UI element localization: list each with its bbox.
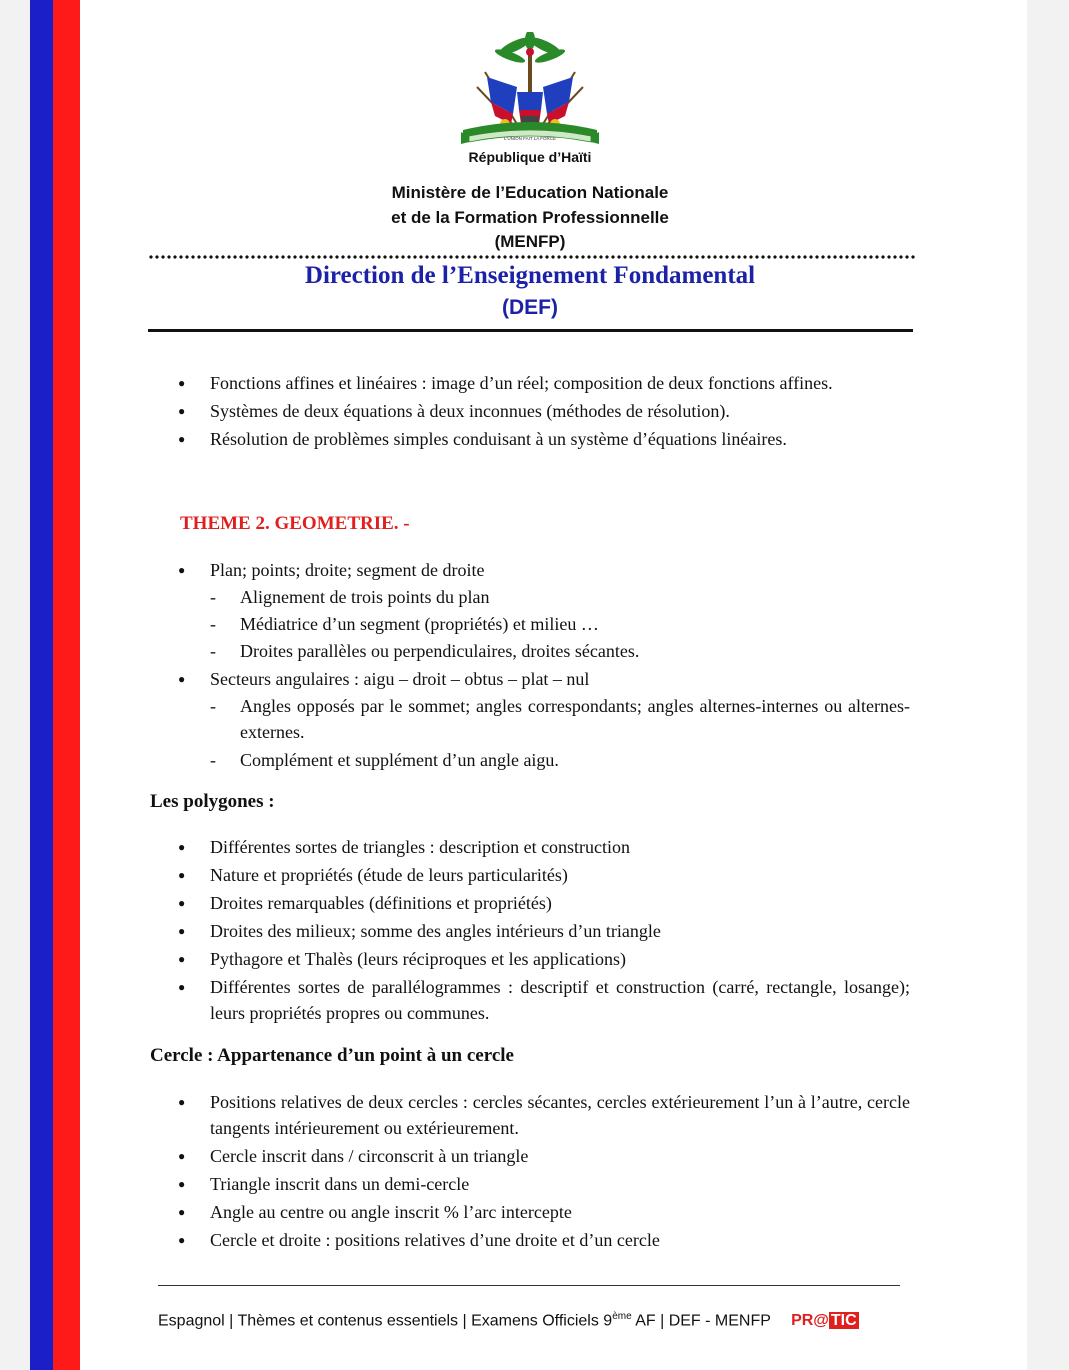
list-item: ● Différentes sortes de triangles : description et construction	[210, 834, 910, 860]
list-item: ● Positions relatives de deux cercles : cercles sécantes, cercles extérieurement l’un à l’autre, cercle tangents intérieurement ou extérieurement.	[210, 1089, 910, 1141]
sub-list-item: - Complément et supplément d’un angle aigu.	[240, 747, 910, 773]
motto-text: L'UNION FAIT LA FORCE	[503, 136, 557, 141]
footer-rule	[158, 1285, 900, 1286]
list-item: ● Angle au centre ou angle inscrit % l’arc intercepte	[210, 1199, 910, 1225]
list-item: ● Systèmes de deux équations à deux inconnues (méthodes de résolution).	[210, 398, 910, 424]
flag-stripe-blue	[30, 0, 53, 1370]
section-heading-cercle: Cercle : Appartenance d’un point à un cercle	[150, 1045, 514, 1066]
list-item: ● Résolution de problèmes simples conduisant à un système d’équations linéaires.	[210, 426, 910, 452]
header-rule	[148, 329, 913, 332]
pratic-logo	[791, 1312, 859, 1329]
theme-title: THEME 2. GEOMETRIE. -	[180, 513, 410, 534]
list-item: ● Différentes sortes de parallélogrammes : descriptif et construction (carré, rectangle, losange); leurs propriétés propres ou communes.	[210, 974, 910, 1026]
section-heading-polygones: Les polygones :	[150, 791, 275, 812]
sub-list-item: - Droites parallèles ou perpendiculaires, droites sécantes.	[240, 638, 910, 664]
list-item: ● Plan; points; droite; segment de droite	[210, 557, 910, 583]
list-item: ● Droites remarquables (définitions et propriétés)	[210, 890, 910, 916]
footer-text-end: AF | DEF - MENFP	[631, 1312, 771, 1330]
dotted-divider	[148, 254, 915, 260]
flag-stripe-red	[53, 0, 80, 1370]
pratic-logo-a: PR@	[791, 1312, 829, 1330]
ministry-line-2: et de la Formation Professionnelle	[391, 208, 669, 227]
ministry-line-1: Ministère de l’Education Nationale	[391, 183, 669, 202]
direction-acronym: (DEF)	[502, 296, 558, 319]
list-item: ● Fonctions affines et linéaires : image d’un réel; composition de deux fonctions affines.	[210, 370, 910, 396]
coat-of-arms-icon	[455, 32, 605, 152]
sub-list-item: - Médiatrice d’un segment (propriétés) et milieu …	[240, 611, 910, 637]
republic-label: République d’Haïti	[468, 149, 592, 165]
direction-title: Direction de l’Enseignement Fondamental	[304, 262, 756, 289]
sub-list-item: - Angles opposés par le sommet; angles correspondants; angles alternes-internes ou alternes-externes.	[240, 693, 910, 745]
list-item: ● Secteurs angulaires : aigu – droit – obtus – plat – nul	[210, 666, 910, 692]
ministry-acronym: (MENFP)	[494, 232, 566, 251]
sub-list-item: - Alignement de trois points du plan	[240, 584, 910, 610]
list-item: ● Pythagore et Thalès (leurs réciproques et les applications)	[210, 946, 910, 972]
list-item: ● Droites des milieux; somme des angles intérieurs d’un triangle	[210, 918, 910, 944]
page-footer	[158, 1311, 859, 1330]
footer-text: Espagnol | Thèmes et contenus essentiels | Examens Officiels 9	[158, 1312, 613, 1330]
footer-superscript: ème	[612, 1311, 632, 1322]
list-item: ● Nature et propriétés (étude de leurs particularités)	[210, 862, 910, 888]
list-item: ● Cercle inscrit dans / circonscrit à un triangle	[210, 1143, 910, 1169]
pratic-logo-b: TIC	[830, 1312, 857, 1330]
list-item: ● Triangle inscrit dans un demi-cercle	[210, 1171, 910, 1197]
list-item: ● Cercle et droite : positions relatives d’une droite et d’un cercle	[210, 1227, 910, 1253]
